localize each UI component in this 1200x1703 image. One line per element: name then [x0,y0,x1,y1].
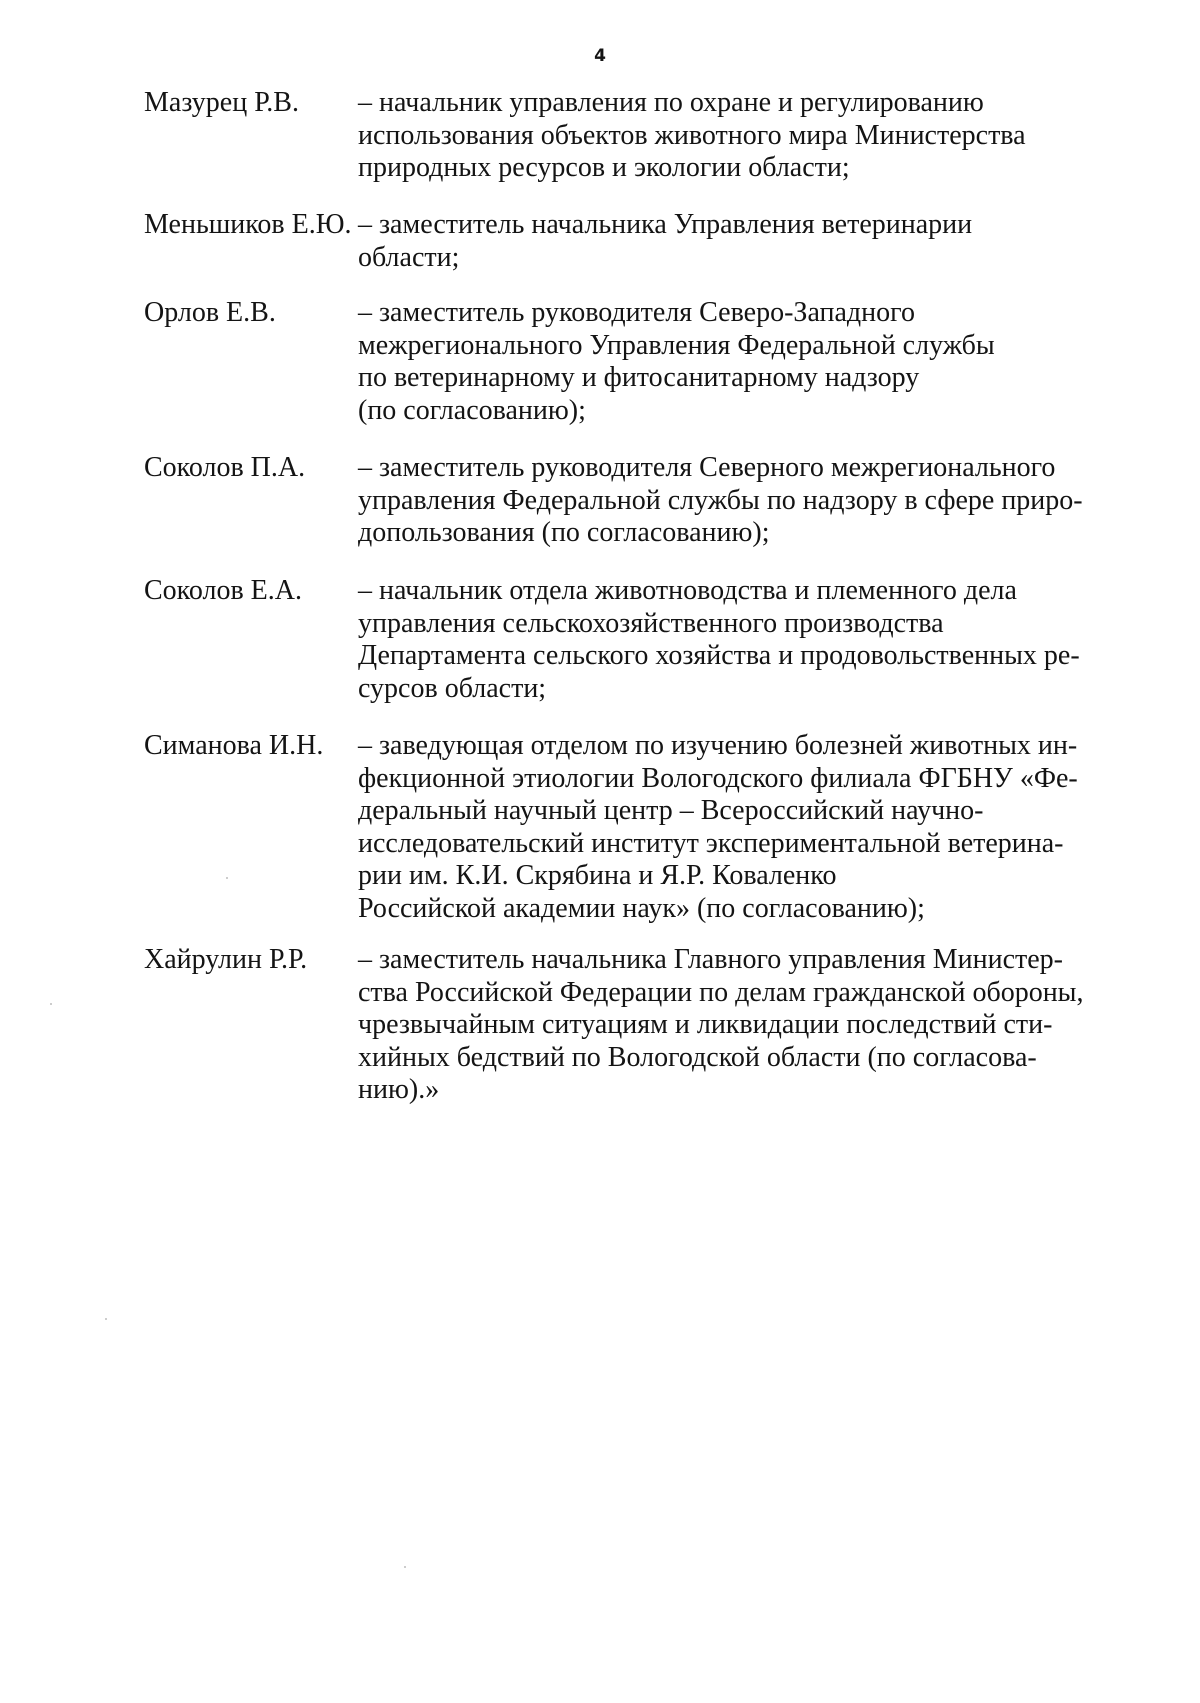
member-position [358,730,1200,925]
member-name: Хайрулин Р.Р. [144,944,308,975]
scan-speck [105,1318,107,1320]
page-number: 4 [594,46,606,66]
position-line: нию).» [358,1074,440,1105]
position-line: использования объектов животного мира Министерства [358,119,1026,151]
scan-speck [404,1566,406,1568]
member-name: Орлов Е.В. [144,297,276,328]
position-line: – начальник отдела животноводства и племенного дела [358,575,1017,606]
position-line: – заместитель руководителя Северо-Западного [358,297,915,328]
position-line: управления сельскохозяйственного производства [358,607,944,639]
position-line: области; [358,241,460,273]
position-line: – заместитель руководителя Северного межрегионального [358,452,1056,483]
position-line: – заместитель начальника Главного управления Министер- [358,944,1064,975]
position-line: рии им. К.И. Скрябина и Я.Р. Коваленко [358,860,837,891]
member-position [358,452,1200,550]
position-line: – заместитель начальника Управления ветеринарии [358,209,973,240]
member-name: Соколов Е.А. [144,575,303,606]
position-line: чрезвычайным ситуациям и ликвидации последствий сти- [358,1009,1053,1040]
member-position [358,209,1200,274]
member-name: Мазурец Р.В. [144,87,299,118]
scan-speck [50,1003,52,1005]
position-line: по ветеринарному и фитосанитарному надзору [358,362,920,393]
position-line: природных ресурсов и экологии области; [358,152,850,183]
position-line: ства Российской Федерации по делам гражданской обороны, [358,976,1084,1008]
position-line: допользования (по согласованию); [358,517,770,548]
member-name: Меньшиков Е.Ю. [144,209,352,240]
position-line: Российской академии наук» (по согласованию); [358,892,925,924]
member-position [358,297,1200,427]
member-name: Симанова И.Н. [144,730,324,761]
position-line: хийных бедствий по Вологодской области (по согласова- [358,1041,1037,1073]
position-line: – заведующая отделом по изучению болезней животных ин- [358,730,1078,761]
scan-speck [226,877,228,879]
member-position [358,944,1200,1107]
position-line: фекционной этиологии Вологодского филиала ФГБНУ «Фе- [358,762,1078,794]
position-line: (по согласованию); [358,394,586,426]
position-line: управления Федеральной службы по надзору в сфере приро- [358,484,1083,516]
member-position [358,87,1200,185]
member-name: Соколов П.А. [144,452,306,483]
position-line: – начальник управления по охране и регулированию [358,87,984,118]
position-line: исследовательский институт экспериментальной ветерина- [358,827,1064,859]
position-line: Департамента сельского хозяйства и продовольственных ре- [358,640,1080,671]
position-line: деральный научный центр – Всероссийский научно- [358,795,984,826]
position-line: сурсов области; [358,672,547,704]
position-line: межрегионального Управления Федеральной службы [358,329,995,361]
member-position [358,575,1200,705]
